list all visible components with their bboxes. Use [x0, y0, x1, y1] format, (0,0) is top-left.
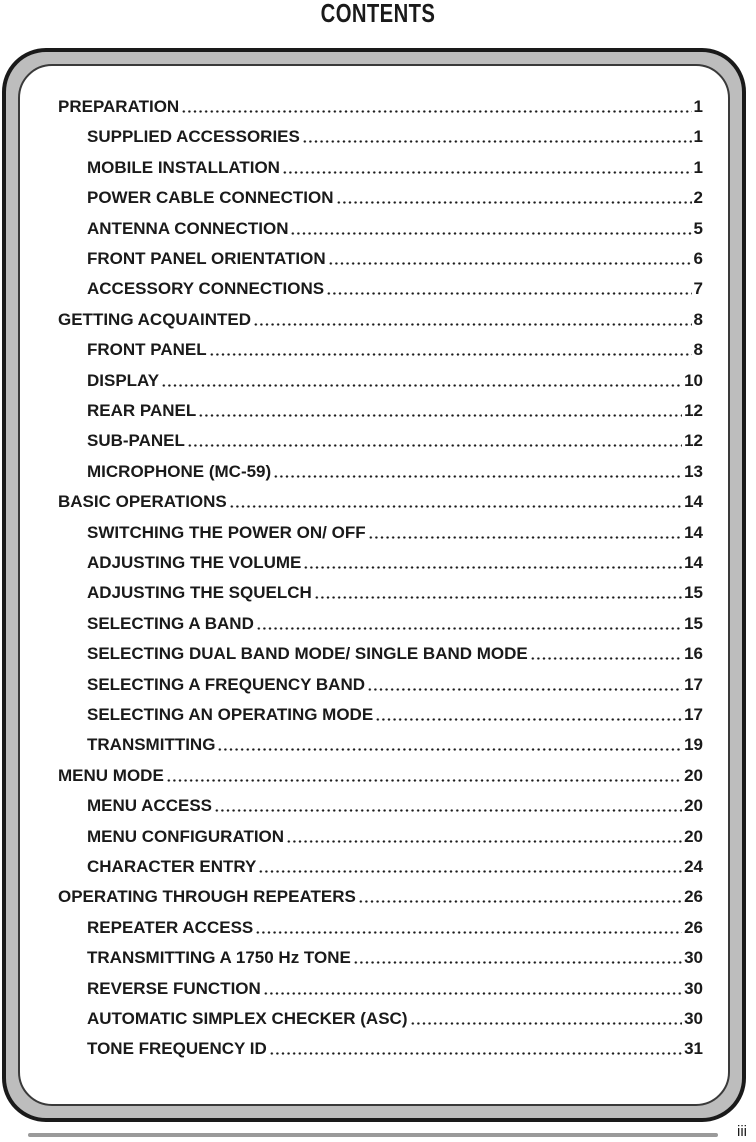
- toc-entry-label: FRONT PANEL: [87, 340, 207, 360]
- toc-dot-leader: [255, 931, 682, 934]
- toc-section-entry: [58, 308, 703, 332]
- toc-subsection-entry: [87, 247, 703, 271]
- toc-entry-page: 10: [684, 370, 703, 390]
- toc-entry-page: 2: [693, 188, 703, 208]
- toc-entry-page: 16: [684, 644, 703, 664]
- toc-subsection-entry: [87, 460, 703, 484]
- toc-entry-page: 1: [693, 97, 703, 116]
- toc-subsection-entry: [87, 825, 703, 849]
- toc-entry-label: MENU ACCESS: [87, 796, 212, 816]
- toc-dot-leader: [256, 627, 682, 630]
- toc-subsection-entry: [87, 642, 703, 666]
- toc-entry-page: 14: [684, 553, 703, 572]
- toc-subsection-entry: [87, 1037, 703, 1061]
- toc-entry-page: 26: [684, 917, 703, 937]
- toc-entry-page: 12: [684, 401, 703, 420]
- toc-entry-page: 30: [684, 948, 703, 968]
- toc-subsection-entry: [87, 581, 703, 605]
- toc-subsection-entry: [87, 217, 703, 241]
- toc-entry-label: SUPPLIED ACCESSORIES: [87, 127, 300, 147]
- toc-section-entry: [58, 95, 703, 119]
- toc-entry-page: 6: [693, 249, 703, 268]
- toc-dot-leader: [368, 536, 682, 539]
- toc-entry-page: 19: [684, 735, 703, 755]
- toc-subsection-entry: [87, 794, 703, 818]
- toc-dot-leader: [166, 779, 682, 782]
- toc-entry-label: GETTING ACQUAINTED: [58, 309, 251, 329]
- toc-subsection-entry: [87, 916, 703, 940]
- toc-section-entry: [58, 490, 703, 514]
- toc-subsection-entry: [87, 521, 703, 545]
- toc-subsection-entry: [87, 369, 703, 393]
- toc-entry-label: MICROPHONE (MC-59): [87, 461, 272, 481]
- toc-entry-page: 24: [684, 857, 703, 876]
- toc-entry-label: OPERATING THROUGH REPEATERS: [58, 887, 356, 907]
- toc-entry-page: 20: [684, 796, 703, 816]
- toc-entry-label: ADJUSTING THE VOLUME: [87, 553, 302, 572]
- toc-subsection-entry: [87, 277, 703, 301]
- toc-section-entry: [58, 764, 703, 788]
- toc-dot-leader: [410, 1022, 683, 1025]
- toc-dot-leader: [214, 809, 682, 812]
- toc-dot-leader: [530, 657, 682, 660]
- toc-entry-label: REAR PANEL: [87, 401, 197, 420]
- toc-entry-label: MENU CONFIGURATION: [87, 826, 285, 846]
- toc-entry-page: 20: [684, 826, 703, 846]
- toc-entry-page: 1: [693, 157, 703, 177]
- toc-entry-page: 20: [684, 765, 703, 785]
- toc-section-entry: [58, 885, 703, 909]
- toc-entry-page: 30: [684, 1009, 703, 1028]
- toc-entry-page: 12: [684, 431, 703, 451]
- toc-dot-leader: [326, 292, 691, 295]
- toc-entry-label: ADJUSTING THE SQUELCH: [87, 583, 312, 603]
- toc-dot-leader: [290, 232, 691, 235]
- toc-entry-label: MENU MODE: [58, 765, 164, 785]
- toc-dot-leader: [229, 505, 682, 508]
- toc-subsection-entry: [87, 186, 703, 210]
- page-number: iii: [737, 1123, 747, 1140]
- toc-subsection-entry: [87, 946, 703, 970]
- toc-entry-label: TRANSMITTING A 1750 Hz TONE: [87, 948, 351, 968]
- toc-entry-page: 17: [684, 674, 703, 694]
- toc-subsection-entry: [87, 429, 703, 453]
- toc-entry-page: 31: [684, 1039, 703, 1059]
- toc-entry-page: 14: [684, 522, 703, 542]
- toc-dot-leader: [269, 1052, 682, 1055]
- toc-subsection-entry: [87, 673, 703, 697]
- toc-dot-leader: [286, 840, 682, 843]
- toc-entry-page: 13: [684, 461, 703, 481]
- toc-entry-label: TONE FREQUENCY ID: [87, 1039, 267, 1059]
- toc-entry-page: 1: [693, 127, 703, 147]
- toc-subsection-entry: [87, 551, 703, 575]
- toc-dot-leader: [198, 414, 682, 417]
- toc-entry-label: SELECTING A BAND: [87, 613, 254, 633]
- toc-dot-leader: [187, 444, 682, 447]
- toc-entry-label: FRONT PANEL ORIENTATION: [87, 249, 326, 268]
- toc-entry-label: BASIC OPERATIONS: [58, 492, 227, 512]
- toc-entry-label: PREPARATION: [58, 97, 180, 116]
- toc-entry-page: 14: [684, 492, 703, 512]
- toc-subsection-entry: [87, 733, 703, 757]
- toc-entry-page: 30: [684, 978, 703, 998]
- toc-dot-leader: [181, 110, 691, 113]
- toc-dot-leader: [314, 596, 682, 599]
- toc-subsection-entry: [87, 855, 703, 879]
- toc-dot-leader: [282, 171, 692, 174]
- toc-dot-leader: [375, 718, 682, 721]
- toc-entry-label: SUB-PANEL: [87, 431, 185, 451]
- toc-dot-leader: [263, 992, 682, 995]
- toc-dot-leader: [258, 870, 682, 873]
- toc-dot-leader: [217, 748, 682, 751]
- toc-subsection-entry: [87, 338, 703, 362]
- toc-subsection-entry: [87, 125, 703, 149]
- page-title: CONTENTS: [320, 0, 436, 28]
- toc-dot-leader: [358, 900, 682, 903]
- toc-entry-label: SELECTING A FREQUENCY BAND: [87, 674, 366, 694]
- toc-entry-label: ANTENNA CONNECTION: [87, 218, 289, 238]
- toc-subsection-entry: [87, 977, 703, 1001]
- toc-dot-leader: [161, 384, 682, 387]
- toc-dot-leader: [302, 140, 692, 143]
- toc-entry-label: TRANSMITTING: [87, 735, 216, 755]
- toc-subsection-entry: [87, 156, 703, 180]
- toc-entry-label: AUTOMATIC SIMPLEX CHECKER (ASC): [87, 1009, 408, 1028]
- toc-entry-page: 7: [693, 279, 703, 299]
- toc-subsection-entry: [87, 612, 703, 636]
- toc-dot-leader: [253, 323, 692, 326]
- toc-entry-label: ACCESSORY CONNECTIONS: [87, 279, 325, 299]
- toc-entry-label: POWER CABLE CONNECTION: [87, 188, 334, 208]
- toc-subsection-entry: [87, 703, 703, 727]
- toc-entry-page: 8: [693, 309, 703, 329]
- toc-entry-label: MOBILE INSTALLATION: [87, 157, 280, 177]
- toc-dot-leader: [367, 688, 682, 691]
- toc-dot-leader: [336, 201, 692, 204]
- toc-dot-leader: [303, 566, 682, 569]
- toc-entry-page: 8: [693, 340, 703, 360]
- toc-entry-label: SELECTING DUAL BAND MODE/ SINGLE BAND MODE: [87, 644, 528, 664]
- toc-subsection-entry: [87, 399, 703, 423]
- toc-entry-page: 26: [684, 887, 703, 907]
- toc-entry-label: SWITCHING THE POWER ON/ OFF: [87, 522, 366, 542]
- toc-entry-label: REPEATER ACCESS: [87, 917, 254, 937]
- toc-entry-page: 5: [693, 218, 703, 238]
- toc-dot-leader: [353, 961, 682, 964]
- footer-rule: [28, 1133, 718, 1137]
- toc-dot-leader: [328, 262, 692, 265]
- toc-subsection-entry: [87, 1007, 703, 1031]
- toc-entry-label: REVERSE FUNCTION: [87, 978, 261, 998]
- toc-dot-leader: [273, 475, 682, 478]
- toc-entry-label: CHARACTER ENTRY: [87, 857, 257, 876]
- toc-dot-leader: [209, 353, 692, 356]
- toc-entry-label: SELECTING AN OPERATING MODE: [87, 705, 374, 724]
- toc-entry-page: 15: [684, 583, 703, 603]
- toc-entry-page: 15: [684, 613, 703, 633]
- toc-entry-page: 17: [684, 705, 703, 724]
- toc-entry-label: DISPLAY: [87, 370, 160, 390]
